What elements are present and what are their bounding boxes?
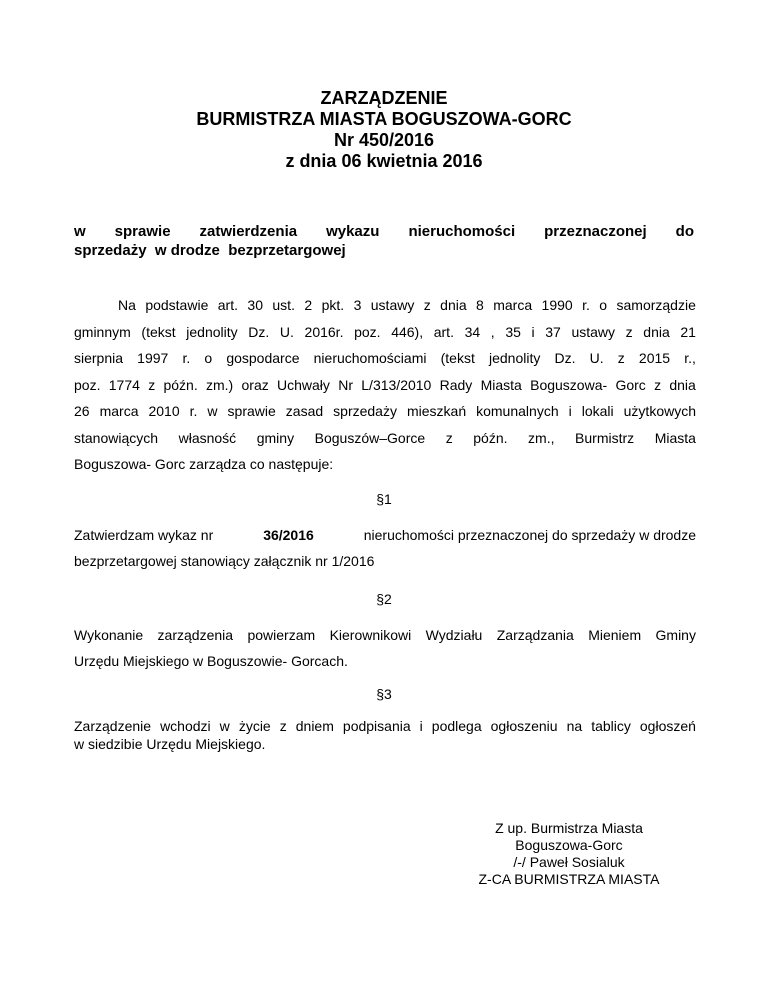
word: ustawy (370, 297, 415, 313)
word: Wykonanie (74, 627, 144, 643)
word: Rady (439, 376, 473, 393)
signature-line-2: Boguszowa-Gorc (515, 837, 623, 853)
word: (tekst (440, 350, 475, 366)
word: na (566, 718, 583, 734)
title-line-issuer: BURMISTRZA MIASTA BOGUSZOWA-GORC (196, 109, 572, 129)
word: podstawie (145, 297, 209, 313)
section-2-heading: §2 (376, 591, 392, 607)
subject-word: do (675, 223, 694, 240)
word: 21 (680, 323, 696, 340)
section-1-line-2: bezprzetargowej stanowiący załącznik nr 1/2016 (74, 553, 375, 569)
word: z (617, 350, 625, 366)
basis-line (74, 345, 696, 372)
word: wchodzi (160, 718, 211, 734)
word: ogłoszeniu (490, 718, 558, 734)
title-line-order: ZARZĄDZENIE (320, 88, 448, 108)
title-line-number: Nr 450/2016 (333, 130, 435, 150)
word: Uchwały (277, 376, 330, 393)
word: 2015 (638, 350, 671, 366)
word: zasad (285, 403, 324, 419)
word: poz. (354, 323, 381, 340)
word: zm., (528, 429, 555, 446)
word: Dz. (248, 323, 270, 340)
subject-word: wykazu (326, 223, 380, 240)
word: Gminy (655, 627, 696, 643)
subject-word: nieruchomości (408, 223, 516, 240)
word: 2 (304, 297, 313, 313)
subject-line-2: sprzedaży w drodze bezprzetargowej (74, 242, 346, 259)
basis-line (74, 398, 696, 425)
signature-line-1: Z up. Burmistrza Miasta (495, 820, 643, 836)
word: 2010 (148, 403, 180, 419)
basis-line (74, 292, 696, 319)
section-1-text-after: nieruchomości przeznaczonej do sprzedaży w drodze (363, 527, 696, 543)
word: Mieniem (588, 627, 642, 643)
word: Kierownikowi (329, 627, 412, 643)
subject (74, 222, 694, 260)
word: 1997 (137, 350, 169, 366)
word: w (219, 718, 230, 734)
word: podlega (431, 718, 482, 734)
word: 34 (464, 323, 481, 340)
word: r. (189, 403, 198, 419)
word: i (568, 403, 572, 419)
word: życie (238, 718, 271, 734)
word: i (419, 718, 423, 734)
word: art. (217, 297, 238, 313)
word: Boguszowa- (530, 376, 608, 393)
section-2-body (74, 622, 696, 674)
word: Dz. (554, 350, 576, 366)
section-3-heading: §3 (376, 686, 392, 702)
word: o (599, 297, 608, 313)
word: 1990 (541, 297, 573, 313)
word: Gorc (615, 376, 646, 393)
signature-line-3: /-/ Paweł Sosialuk (513, 854, 625, 870)
word: r. (582, 297, 590, 313)
word: Burmistrz (575, 429, 635, 446)
section-1-body (74, 522, 696, 574)
word: pkt. (321, 297, 345, 313)
word: jednolity (488, 350, 541, 366)
word: Miasta (654, 429, 696, 446)
word: art. (433, 323, 454, 340)
word: 26 (74, 403, 90, 419)
word: z (445, 429, 453, 446)
word: z (148, 376, 156, 393)
word: marca (99, 403, 139, 419)
word: z (625, 323, 633, 340)
word: Boguszów–Gorce (314, 429, 426, 446)
word: z (654, 376, 662, 393)
word: 446), (391, 323, 424, 340)
word: Wydziału (425, 627, 483, 643)
subject-word: sprawie (114, 223, 171, 240)
word: własność (178, 429, 237, 446)
basis-line (74, 425, 696, 452)
word: późn. (163, 376, 198, 393)
word: gminy (256, 429, 295, 446)
section-3-line-2: w siedzibie Urzędu Miejskiego. (74, 736, 266, 752)
subject-line-1 (74, 222, 694, 241)
word: mieszkań (406, 403, 467, 419)
word: zarządzenia (157, 627, 234, 643)
word: sierpnia (74, 350, 124, 366)
basis-line (74, 319, 696, 346)
word: dnia (643, 323, 670, 340)
word: 3 (353, 297, 362, 313)
word: dniem (295, 718, 334, 734)
signature-block (440, 820, 698, 888)
subject-word: przeznaczonej (544, 223, 647, 240)
word: i (531, 323, 535, 340)
word: 8 (476, 297, 484, 313)
word: powierzam (247, 627, 316, 643)
word: z (279, 718, 287, 734)
title-line-date: z dnia 06 kwietnia 2016 (285, 151, 483, 171)
word: gminnym (74, 323, 131, 340)
section-3-body (74, 717, 696, 753)
word: dnia (440, 297, 467, 313)
word: późn. (473, 429, 508, 446)
word: U. (279, 323, 294, 340)
word: ustawy (571, 323, 616, 340)
word: tablicy (591, 718, 631, 734)
section-1-text-before: Zatwierdzam wykaz nr (74, 527, 214, 543)
word: użytkowych (623, 403, 696, 419)
legal-basis-paragraph (74, 292, 696, 478)
word: 37 (545, 323, 561, 340)
basis-line: Boguszowa- Gorc zarządza co następuje: (74, 456, 334, 472)
word: o (204, 350, 213, 366)
word: Na (118, 297, 136, 313)
section-2-line-2: Urzędu Miejskiego w Boguszowie- Gorcach. (74, 653, 348, 669)
word: poz. (74, 376, 101, 393)
word: r., (684, 350, 696, 366)
word: 1774 (108, 376, 140, 393)
word: 2016r. (304, 323, 344, 340)
word: dnia (669, 376, 696, 393)
section-1-line-1 (74, 522, 696, 548)
word: samorządzie (616, 297, 696, 313)
word: Zarządzenie (74, 718, 152, 734)
word: , (490, 323, 495, 340)
word: komunalnych (476, 403, 559, 419)
word: oraz (241, 376, 269, 393)
signature-line-4: Z-CA BURMISTRZA MIASTA (478, 871, 660, 887)
word: 30 (247, 297, 263, 313)
word: 35 (505, 323, 521, 340)
word: z (423, 297, 431, 313)
word: L/313/2010 (361, 376, 432, 393)
section-1-heading: §1 (376, 491, 392, 507)
section-3-line-1 (74, 717, 696, 735)
basis-line (74, 372, 696, 399)
subject-word: w (74, 223, 86, 240)
word: Miasta (480, 376, 522, 393)
word: sprzedaży (333, 403, 397, 419)
word: sprawie (227, 403, 276, 419)
section-2-line-1 (74, 622, 696, 648)
word: marca (493, 297, 533, 313)
word: Nr (338, 376, 353, 393)
word: jednolity (186, 323, 238, 340)
word: stanowiących (74, 429, 159, 446)
word: w (207, 403, 218, 419)
word: r. (182, 350, 191, 366)
word: podpisania (342, 718, 411, 734)
word: (tekst (141, 323, 176, 340)
word: ogłoszeń (639, 718, 696, 734)
subject-word: zatwierdzenia (199, 223, 298, 240)
word: U. (589, 350, 604, 366)
word: ust. (272, 297, 295, 313)
word: zm.) (206, 376, 234, 393)
document-title (0, 88, 768, 172)
word: Zarządzania (496, 627, 574, 643)
word: nieruchomościami (313, 350, 427, 366)
word: lokali (581, 403, 614, 419)
word: gospodarce (226, 350, 300, 366)
list-number: 36/2016 (263, 527, 314, 543)
